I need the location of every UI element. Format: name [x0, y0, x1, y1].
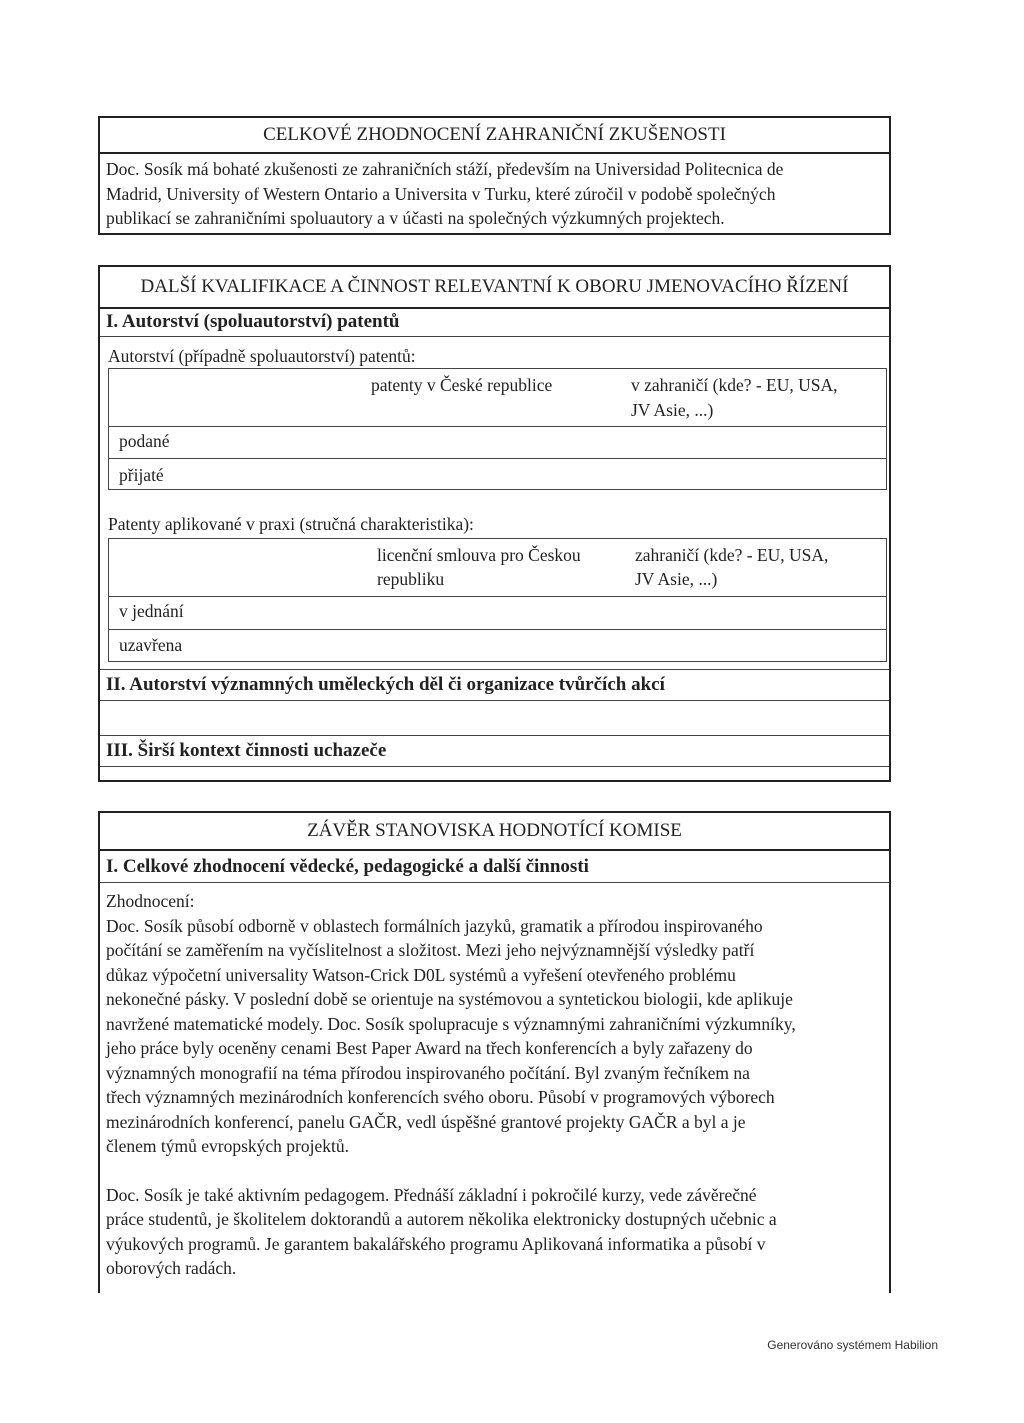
text-line: Doc. Sosík má bohaté zkušenosti ze zahraničních stáží, především na Universidad Politecnica de: [106, 159, 784, 179]
foreign-experience-title: CELKOVÉ ZHODNOCENÍ ZAHRANIČNÍ ZKUŠENOSTI: [100, 118, 889, 154]
patents-col-cz: patenty v České republice: [371, 375, 553, 395]
applied-col-cz-2: republiku: [377, 569, 445, 589]
text-line: významných monografií na téma přírodou inspirovaného počítání. Byl zvaným řečníkem na: [106, 1062, 750, 1083]
text-line: výukových programů. Je garantem bakalářského programu Aplikovaná informatika a působí v: [106, 1233, 766, 1254]
applied-col-abroad: zahraničí (kde? - EU, USA,: [635, 545, 829, 565]
applied-row-negotiating: v jednání: [119, 601, 184, 621]
overall-evaluation-subheading: I. Celkové zhodnocení vědecké, pedagogické a další činnosti: [100, 851, 889, 883]
text-line: nekonečné pásky. V poslední době se orientuje na systémovou a syntetickou biologii, kde aplikuje: [106, 989, 793, 1009]
text-line: Madrid, University of Western Ontario a Universita v Turku, které zúročil v podobě společných: [106, 183, 776, 204]
text-line: členem týmů evropských projektů.: [106, 1136, 349, 1156]
patents-row-filed: podané: [119, 431, 170, 451]
applied-patents-label: Patenty aplikované v praxi (stručná charakteristika):: [108, 514, 474, 534]
broader-context-subheading: III. Širší kontext činnosti uchazeče: [100, 735, 889, 767]
evaluation-text: [100, 883, 889, 1281]
qualification-title: DALŠÍ KVALIFIKACE A ČINNOST RELEVANTNÍ K OBORU JMENOVACÍHO ŘÍZENÍ: [100, 267, 889, 309]
text-line: oborových radách.: [106, 1258, 237, 1278]
text-line: jeho práce byly oceněny cenami Best Paper Award na třech konferencích a byly zařazeny do: [106, 1038, 753, 1058]
text-line: Doc. Sosík působí odborně v oblastech formálních jazyků, gramatik a přírodou inspirovaného: [106, 915, 763, 936]
patents-label: Autorství (případně spoluautorství) patentů:: [108, 346, 416, 366]
text-line: počítání se zaměřením na vyčíslitelnost a složitost. Mezi jeho nejvýznamnější výsledky patří: [106, 940, 755, 960]
text-line: publikací se zahraničními spoluautory a v účasti na společných výzkumných projektech.: [106, 208, 725, 228]
text-line: práce studentů, je školitelem doktorandů a autorem několika elektronicky dostupných učebnic a: [106, 1209, 777, 1229]
patents-subheading: I. Autorství (spoluautorství) patentů: [100, 307, 889, 337]
committee-conclusion-title: ZÁVĚR STANOVISKA HODNOTÍCÍ KOMISE: [100, 813, 889, 851]
text-line: navržené matematické modely. Doc. Sosík spolupracuje s významnými zahraničními výzkumníky,: [106, 1013, 796, 1034]
patents-row-granted: přijaté: [119, 465, 164, 485]
applied-col-abroad-2: JV Asie, ...): [635, 569, 718, 589]
text-line: mezinárodních konferencí, panelu GAČR, vedl úspěšné grantové projekty GAČR a byl a je: [106, 1111, 746, 1132]
patents-col-abroad-2: JV Asie, ...): [631, 400, 714, 420]
foreign-experience-box: [98, 116, 891, 235]
evaluation-label: Zhodnocení:: [106, 891, 195, 911]
qualification-box: [98, 265, 891, 782]
patents-table: [108, 368, 887, 490]
text-line: Doc. Sosík je také aktivním pedagogem. Přednáší základní i pokročilé kurzy, vede závěrečné: [106, 1184, 757, 1205]
foreign-experience-text: [100, 154, 889, 231]
artworks-subheading: II. Autorství významných uměleckých děl či organizace tvůrčích akcí: [100, 669, 889, 701]
applied-row-concluded: uzavřena: [119, 635, 183, 655]
applied-col-cz: licenční smlouva pro Českou: [377, 545, 581, 565]
patents-col-abroad: v zahraničí (kde? - EU, USA,: [631, 375, 838, 395]
footer-generated-by: Generováno systémem Habilion: [767, 1338, 938, 1352]
applied-patents-table: [108, 538, 887, 662]
text-line: důkaz výpočetní universality Watson-Crick D0L systémů a vyřešení otevřeného problému: [106, 964, 736, 985]
text-line: třech významných mezinárodních konferencích svého oboru. Působí v programových výborech: [106, 1087, 775, 1107]
committee-conclusion-box: [98, 811, 891, 1293]
